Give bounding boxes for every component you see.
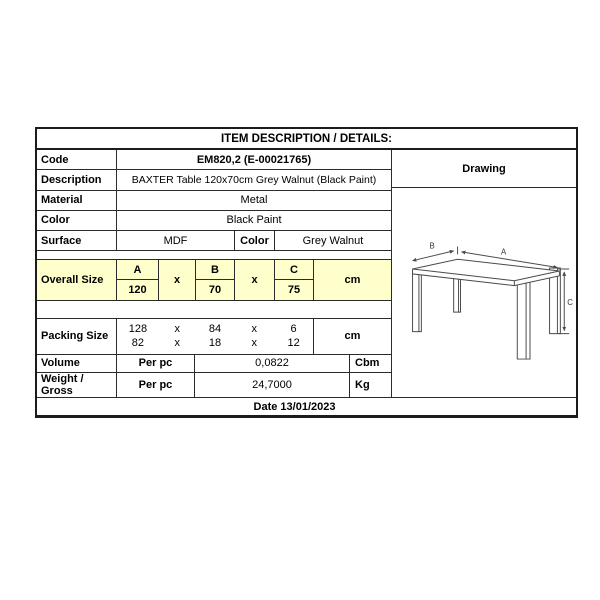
packing-value: 84 (208, 323, 222, 336)
color-row (37, 211, 391, 231)
color-value: Black Paint (226, 214, 282, 227)
code-label: Code (37, 150, 117, 169)
spec-sheet-table (35, 127, 578, 418)
dim-b-value: 70 (208, 284, 222, 296)
dim-c-value: 75 (287, 284, 301, 296)
packing-separator: x (251, 323, 258, 336)
packing-size-unit: cm (344, 330, 361, 343)
sheet-title: ITEM DESCRIPTION / DETAILS: (220, 132, 392, 145)
material-label: Material (37, 191, 117, 210)
packing-line-1 (117, 323, 313, 335)
spec-columns (37, 150, 392, 398)
packing-line-2 (117, 337, 313, 349)
surface-row (37, 231, 391, 251)
code-value: EM820,2 (E-00021765) (196, 153, 312, 166)
packing-value: 128 (128, 323, 148, 336)
packing-value: 18 (208, 337, 222, 350)
volume-row (37, 355, 391, 373)
overall-dim-b (196, 260, 235, 300)
dim-c-name: C (275, 260, 313, 280)
overall-size-label: Overall Size (37, 260, 117, 300)
dim-a-name: A (117, 260, 158, 280)
weight-value: 24,7000 (195, 373, 350, 397)
sheet-body (37, 150, 576, 398)
description-row (37, 170, 391, 190)
drawing-title: Drawing (392, 150, 576, 188)
packing-dimensions (117, 319, 314, 354)
dim-label-a: A (500, 247, 507, 257)
volume-label: Volume (37, 355, 117, 372)
overall-size-row (37, 260, 391, 301)
sheet-header (37, 129, 576, 150)
table-leg (517, 280, 530, 359)
material-value: Metal (240, 194, 268, 207)
date-text: Date 13/01/2023 (253, 400, 336, 413)
code-row (37, 150, 391, 170)
packing-separator: x (174, 337, 180, 350)
volume-value: 0,0822 (195, 355, 350, 372)
dim-b-name: B (196, 260, 234, 280)
description-value: BAXTER Table 120x70cm Grey Walnut (Black Paint) (131, 173, 377, 186)
date-footer (37, 398, 576, 415)
weight-row (37, 373, 391, 398)
volume-basis: Per pc (117, 355, 195, 372)
color-label: Color (37, 211, 117, 230)
overall-dim-a (117, 260, 159, 300)
packing-value: 6 (290, 323, 297, 336)
weight-label: Weight / Gross (37, 373, 117, 397)
weight-unit: Kg (355, 379, 370, 392)
dim-label-b: B (429, 241, 435, 251)
dim-line-b (413, 251, 454, 261)
packing-separator: x (251, 337, 258, 350)
material-row (37, 191, 391, 211)
spacer-row (37, 251, 391, 260)
drawing-canvas (392, 188, 576, 398)
weight-basis: Per pc (117, 373, 195, 397)
packing-size-label: Packing Size (37, 319, 117, 354)
description-label: Description (37, 170, 117, 189)
packing-value: 82 (131, 337, 145, 350)
drawing-panel (392, 150, 576, 398)
surface-color-value: Grey Walnut (302, 234, 364, 247)
surface-color-label: Color (235, 231, 275, 250)
overall-dim-c (275, 260, 314, 300)
table-top (413, 259, 560, 285)
dim-separator: x (235, 260, 275, 300)
surface-label: Surface (37, 231, 117, 250)
surface-value: MDF (117, 231, 235, 250)
packing-separator: x (174, 323, 180, 336)
dim-label-c: C (567, 298, 573, 308)
dim-a-value: 120 (128, 284, 147, 296)
packing-value: 12 (287, 337, 300, 350)
packing-size-row (37, 319, 391, 355)
spacer-row (37, 301, 391, 319)
table-leg (413, 272, 422, 332)
overall-size-unit: cm (344, 273, 361, 286)
volume-unit: Cbm (355, 357, 380, 370)
table-line-drawing-svg (392, 188, 576, 397)
dim-separator: x (159, 260, 196, 300)
